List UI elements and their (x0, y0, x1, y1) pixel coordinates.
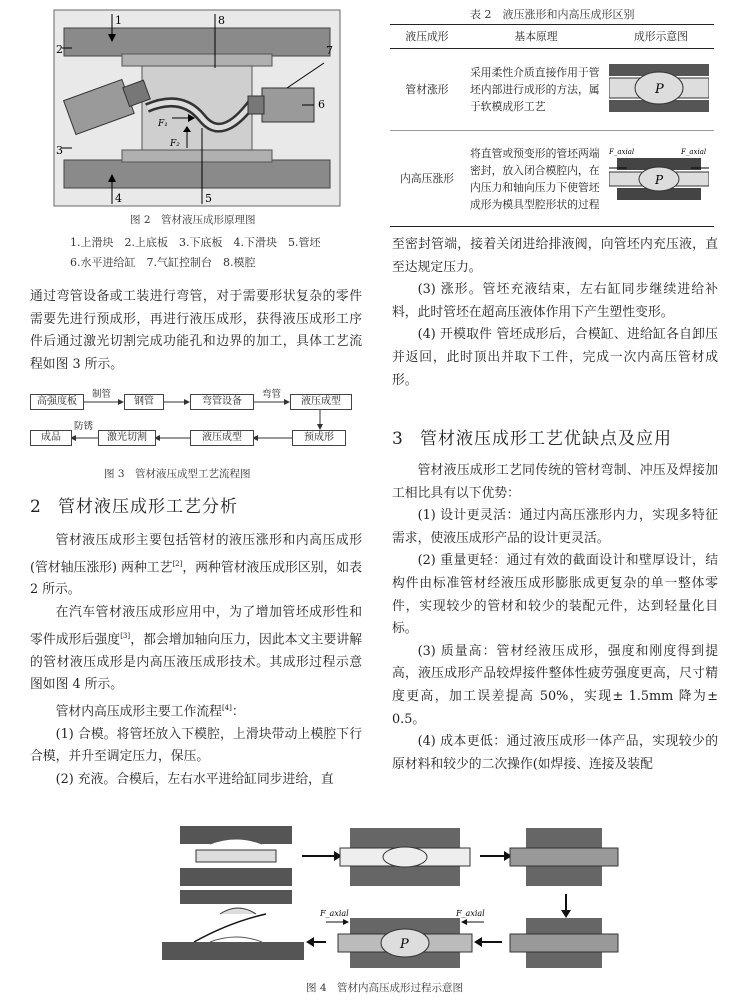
left-intro-paragraph: 通过弯管设备或工装进行弯管，对于需要形状复杂的零件需要先进行预成形，再进行液压成形，获得液压成形工序件后通过激光切割完成功能孔和边界的加工，具体工艺流程如图 3 所示。 (30, 289, 362, 372)
flow-box-hydroforming-1: 液压成型 (290, 394, 352, 410)
flow-box-hydroforming-2: 液压成型 (190, 430, 254, 446)
advantage-1: (1) 设计更灵活：通过内高压涨形内力，实现多特征需求，使液压成形产品的设计更灵活。 (392, 508, 718, 546)
flow-label-bending: 弯管 (262, 389, 282, 400)
reference-2[interactable]: [2] (172, 559, 183, 568)
table2-header-principle: 基本原理 (464, 25, 608, 49)
advantage-2: (2) 重量更轻：通过有效的截面设计和壁厚设计，结构件由标准管材经液压成形膨胀成更复杂的单一整体零件，实现较少的管材和较少的装配元件，达到轻量化目标。 (392, 553, 718, 637)
sec2-paragraph-1: 管材液压成形主要包括管材的液压涨形和内高压成形(管材轴压涨形) 两种工艺[2]，两种管材液压成形区别，如表 2 所示。 (30, 533, 362, 598)
fig2-force-1: F₁ (158, 119, 168, 129)
section-2-body (30, 530, 362, 791)
table2-row2-name: 内高压涨形 (390, 131, 464, 227)
step-2-continued: 至密封管端，接着关闭进给排液阀，向管坯内充压液，直至达规定压力。 (392, 237, 718, 275)
flow-box-bending-equipment: 弯管设备 (190, 394, 254, 410)
section-2-title: 管材液压成形工艺分析 (58, 497, 238, 517)
table2-row1-name: 管材涨形 (390, 49, 464, 131)
flow-box-laser-cutting: 激光切割 (98, 430, 156, 446)
fig2-caption: 图 2 管材液压成形原理图 (130, 214, 256, 226)
fig2-num-6: 6 (318, 98, 325, 111)
figure-3 (30, 382, 362, 462)
reference-3[interactable]: [3] (120, 631, 131, 640)
fig2-force-2: F₂ (170, 139, 180, 149)
stage-pressurized (319, 909, 485, 968)
fig2-legend-line2: 6.水平进给缸 7.气缸控制台 8.模腔 (70, 256, 256, 269)
fig4-pressure-label: P (400, 937, 409, 952)
fig2-legend-line1: 1.上滑块 2.上底板 3.下底板 4.下滑块 5.管坯 (70, 236, 321, 249)
reference-4[interactable]: [4] (221, 703, 232, 712)
table2-header-type: 液压成形 (390, 25, 464, 49)
table2-title: 表 2 液压涨形和内高压成形区别 (470, 8, 635, 21)
sec2-step-2: (2) 充液。合模后，左右水平进给缸同步进给，直 (55, 771, 334, 787)
table2-row1-diagram (608, 49, 714, 131)
fig2-num-1: 1 (115, 14, 122, 27)
section-3-body (392, 460, 718, 776)
step-4-open-die: (4) 开模取件 管坯成形后，合模缸、进给缸各自卸压并返回，此时顶出并取下工件，完成一次内高压管材成形。 (392, 327, 718, 388)
tube-bulging-diagram (609, 58, 709, 118)
section-2-number: 2 (30, 497, 42, 517)
fig2-num-3: 3 (56, 144, 63, 157)
stage-expanded (510, 918, 618, 968)
table2-row2-pressure-label: P (655, 173, 664, 187)
right-column-steps (392, 234, 718, 392)
fig2-num-2: 2 (56, 43, 63, 56)
figure-4 (150, 822, 620, 970)
flow-box-preforming: 预成形 (292, 430, 346, 446)
flow-label-rust-prevention: 防锈 (74, 421, 94, 432)
table2-row2-faxial-left: F_axial (609, 148, 635, 156)
advantage-3: (3) 质量高：管材经液压成形，强度和刚度得到提高，液压成形产品较焊接件整体性疲劳强度更高，尺寸精度更高，加工误差提高 50%，实现± 1.5mm 降为± 0.5。 (392, 643, 718, 727)
section-3-number: 3 (392, 429, 404, 449)
fig3-caption: 图 3 管材液压成型工艺流程图 (104, 468, 251, 480)
fig2-num-7: 7 (326, 44, 333, 57)
flow-label-tube-making: 制管 (92, 389, 112, 400)
fig2-num-8: 8 (218, 14, 225, 27)
table2-header-diagram: 成形示意图 (608, 25, 714, 49)
table2-row2-faxial-right: F_axial (681, 148, 707, 156)
table-2 (390, 24, 714, 227)
advantage-4: (4) 成本更低：通过液压成形一体产品，实现较少的原材料和较少的二次操作(如焊接、连接及装配 (392, 734, 718, 772)
section-2-heading (30, 492, 238, 517)
flow-box-steel-tube: 钢管 (124, 394, 164, 410)
sec3-intro: 管材液压成形工艺同传统的管材弯制、冲压及焊接加工相比具有以下优势： (392, 463, 718, 501)
fig2-num-4: 4 (115, 192, 122, 205)
figure-2 (52, 8, 342, 208)
tube-hydroforming-principle-diagram (52, 8, 342, 208)
fig4-faxial-right: F_axial (456, 909, 485, 918)
internal-high-pressure-process-diagram (150, 822, 620, 970)
stage-sealed (510, 828, 618, 886)
flow-box-finished-product: 成品 (30, 430, 72, 446)
sec2-paragraph-2: 在汽车管材液压成形应用中，为了增加管坯成形性和零件成形后强度[3]，都会增加轴向压力，因此本文主要讲解的管材液压成形是内高压液压成形技术。其成形过程示意图如图 4 所示。 (30, 605, 363, 693)
step-3-bulging: (3) 涨形。管坯充液结束，左右缸同步继续进给补料，此时管坯在超高压液体作用下产生塑性变形。 (392, 282, 718, 320)
table2-row1-principle: 采用柔性介质直接作用于管坯内部进行成形的方法，属于软模成形工艺 (464, 49, 608, 131)
fig2-num-5: 5 (205, 192, 212, 205)
internal-high-pressure-diagram (609, 144, 709, 210)
flow-box-high-strength-plate: 高强度板 (30, 394, 84, 410)
section-3-heading (392, 424, 672, 449)
section-3-title: 管材液压成形工艺优缺点及应用 (420, 429, 672, 449)
fig4-caption: 图 4 管材内高压成形过程示意图 (306, 982, 464, 994)
sec2-step-1: (1) 合模。将管坯放入下模腔，上滑块带动上模腔下行合模，并升至调定压力，保压。 (30, 726, 362, 765)
stage-closed-die (340, 828, 470, 886)
stage-part-removal (162, 890, 304, 960)
table2-row2-principle: 将直管或预变形的管坯两端密封，放入闭合模腔内，在内压力和轴向压力下使管坯成形为模具型腔形状的过程 (464, 131, 608, 227)
fig4-faxial-left: F_axial (320, 909, 349, 918)
table2-row1-pressure-label: P (655, 82, 664, 97)
sec2-paragraph-3: 管材内高压成形主要工作流程[4]： (55, 703, 245, 719)
table2-row2-diagram (608, 131, 714, 227)
stage-open-die (180, 826, 292, 886)
